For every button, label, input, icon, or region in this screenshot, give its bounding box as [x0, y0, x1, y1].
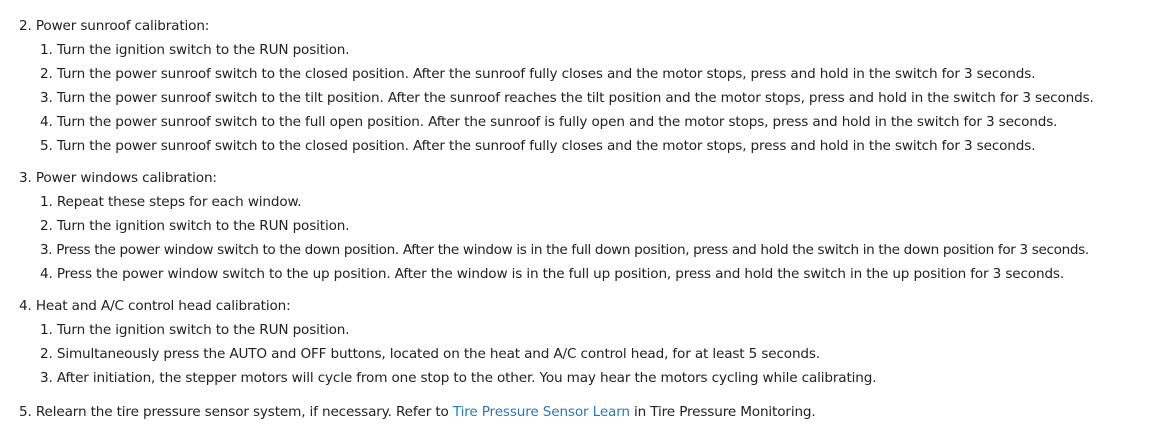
section-2-heading: [19, 16, 209, 36]
step-text: Turn the ignition switch to the RUN position.: [56, 218, 350, 234]
step-text: Turn the power sunroof switch to the full open position. After the sunroof is fully open and the motor stops, press and hold in the switch for 3 seconds.: [56, 114, 1058, 130]
section-title: Power windows calibration:: [35, 170, 217, 186]
step-text: Simultaneously press the AUTO and OFF buttons, located on the heat and A/C control head, for at least 5 seconds.: [56, 346, 821, 362]
step-number: 2.: [40, 346, 53, 362]
list-item: [40, 264, 1064, 284]
tire-pressure-sensor-learn-link[interactable]: Tire Pressure Sensor Learn: [452, 404, 630, 420]
step-number: 3.: [40, 242, 53, 258]
section-4-heading: [19, 296, 291, 316]
step-number: 1.: [40, 322, 53, 338]
step-text: Turn the power sunroof switch to the closed position. After the sunroof fully closes and the motor stops, press and hold in the switch for 3 seconds.: [56, 66, 1036, 82]
step-number: 1.: [40, 194, 53, 210]
list-item: [40, 136, 1035, 156]
step-number: 3.: [40, 90, 53, 106]
list-item: [40, 240, 1089, 260]
list-item: [40, 40, 349, 60]
list-item: [40, 112, 1057, 132]
list-item: [40, 216, 349, 236]
step-number: 5.: [40, 138, 53, 154]
list-item: [40, 320, 349, 340]
section-number: 3.: [19, 170, 32, 186]
section-5-item: [19, 402, 816, 422]
list-item: [40, 368, 876, 388]
item-text-after: in Tire Pressure Monitoring.: [629, 404, 816, 420]
step-text: Turn the ignition switch to the RUN position.: [56, 322, 350, 338]
section-title: Heat and A/C control head calibration:: [35, 298, 291, 314]
list-item: [40, 88, 1094, 108]
list-item: [40, 344, 820, 364]
step-text: Turn the power sunroof switch to the tilt position. After the sunroof reaches the tilt position and the motor stops, press and hold in the switch for 3 seconds.: [56, 90, 1094, 106]
item-text-before: Relearn the tire pressure sensor system, if necessary. Refer to: [35, 404, 453, 420]
step-number: 2.: [40, 218, 53, 234]
step-text: Turn the ignition switch to the RUN position.: [56, 42, 350, 58]
step-number: 4.: [40, 114, 53, 130]
step-number: 3.: [40, 370, 53, 386]
step-text: After initiation, the stepper motors will cycle from one stop to the other. You may hear the motors cycling while calibrating.: [56, 370, 877, 386]
step-text: Press the power window switch to the up position. After the window is in the full up position, press and hold the switch in the up position for 3 seconds.: [56, 266, 1065, 282]
section-title: Power sunroof calibration:: [35, 18, 210, 34]
step-text: Repeat these steps for each window.: [56, 194, 302, 210]
step-number: 1.: [40, 42, 53, 58]
section-3-heading: [19, 168, 217, 188]
section-number: 5.: [19, 404, 32, 420]
step-text: Press the power window switch to the down position. After the window is in the full down position, press and hold the switch in the down position for 3 seconds.: [56, 242, 1089, 258]
list-item: [40, 192, 301, 212]
step-number: 4.: [40, 266, 53, 282]
section-number: 2.: [19, 18, 32, 34]
step-text: Turn the power sunroof switch to the closed position. After the sunroof fully closes and the motor stops, press and hold in the switch for 3 seconds.: [56, 138, 1036, 154]
list-item: [40, 64, 1035, 84]
section-number: 4.: [19, 298, 32, 314]
step-number: 2.: [40, 66, 53, 82]
